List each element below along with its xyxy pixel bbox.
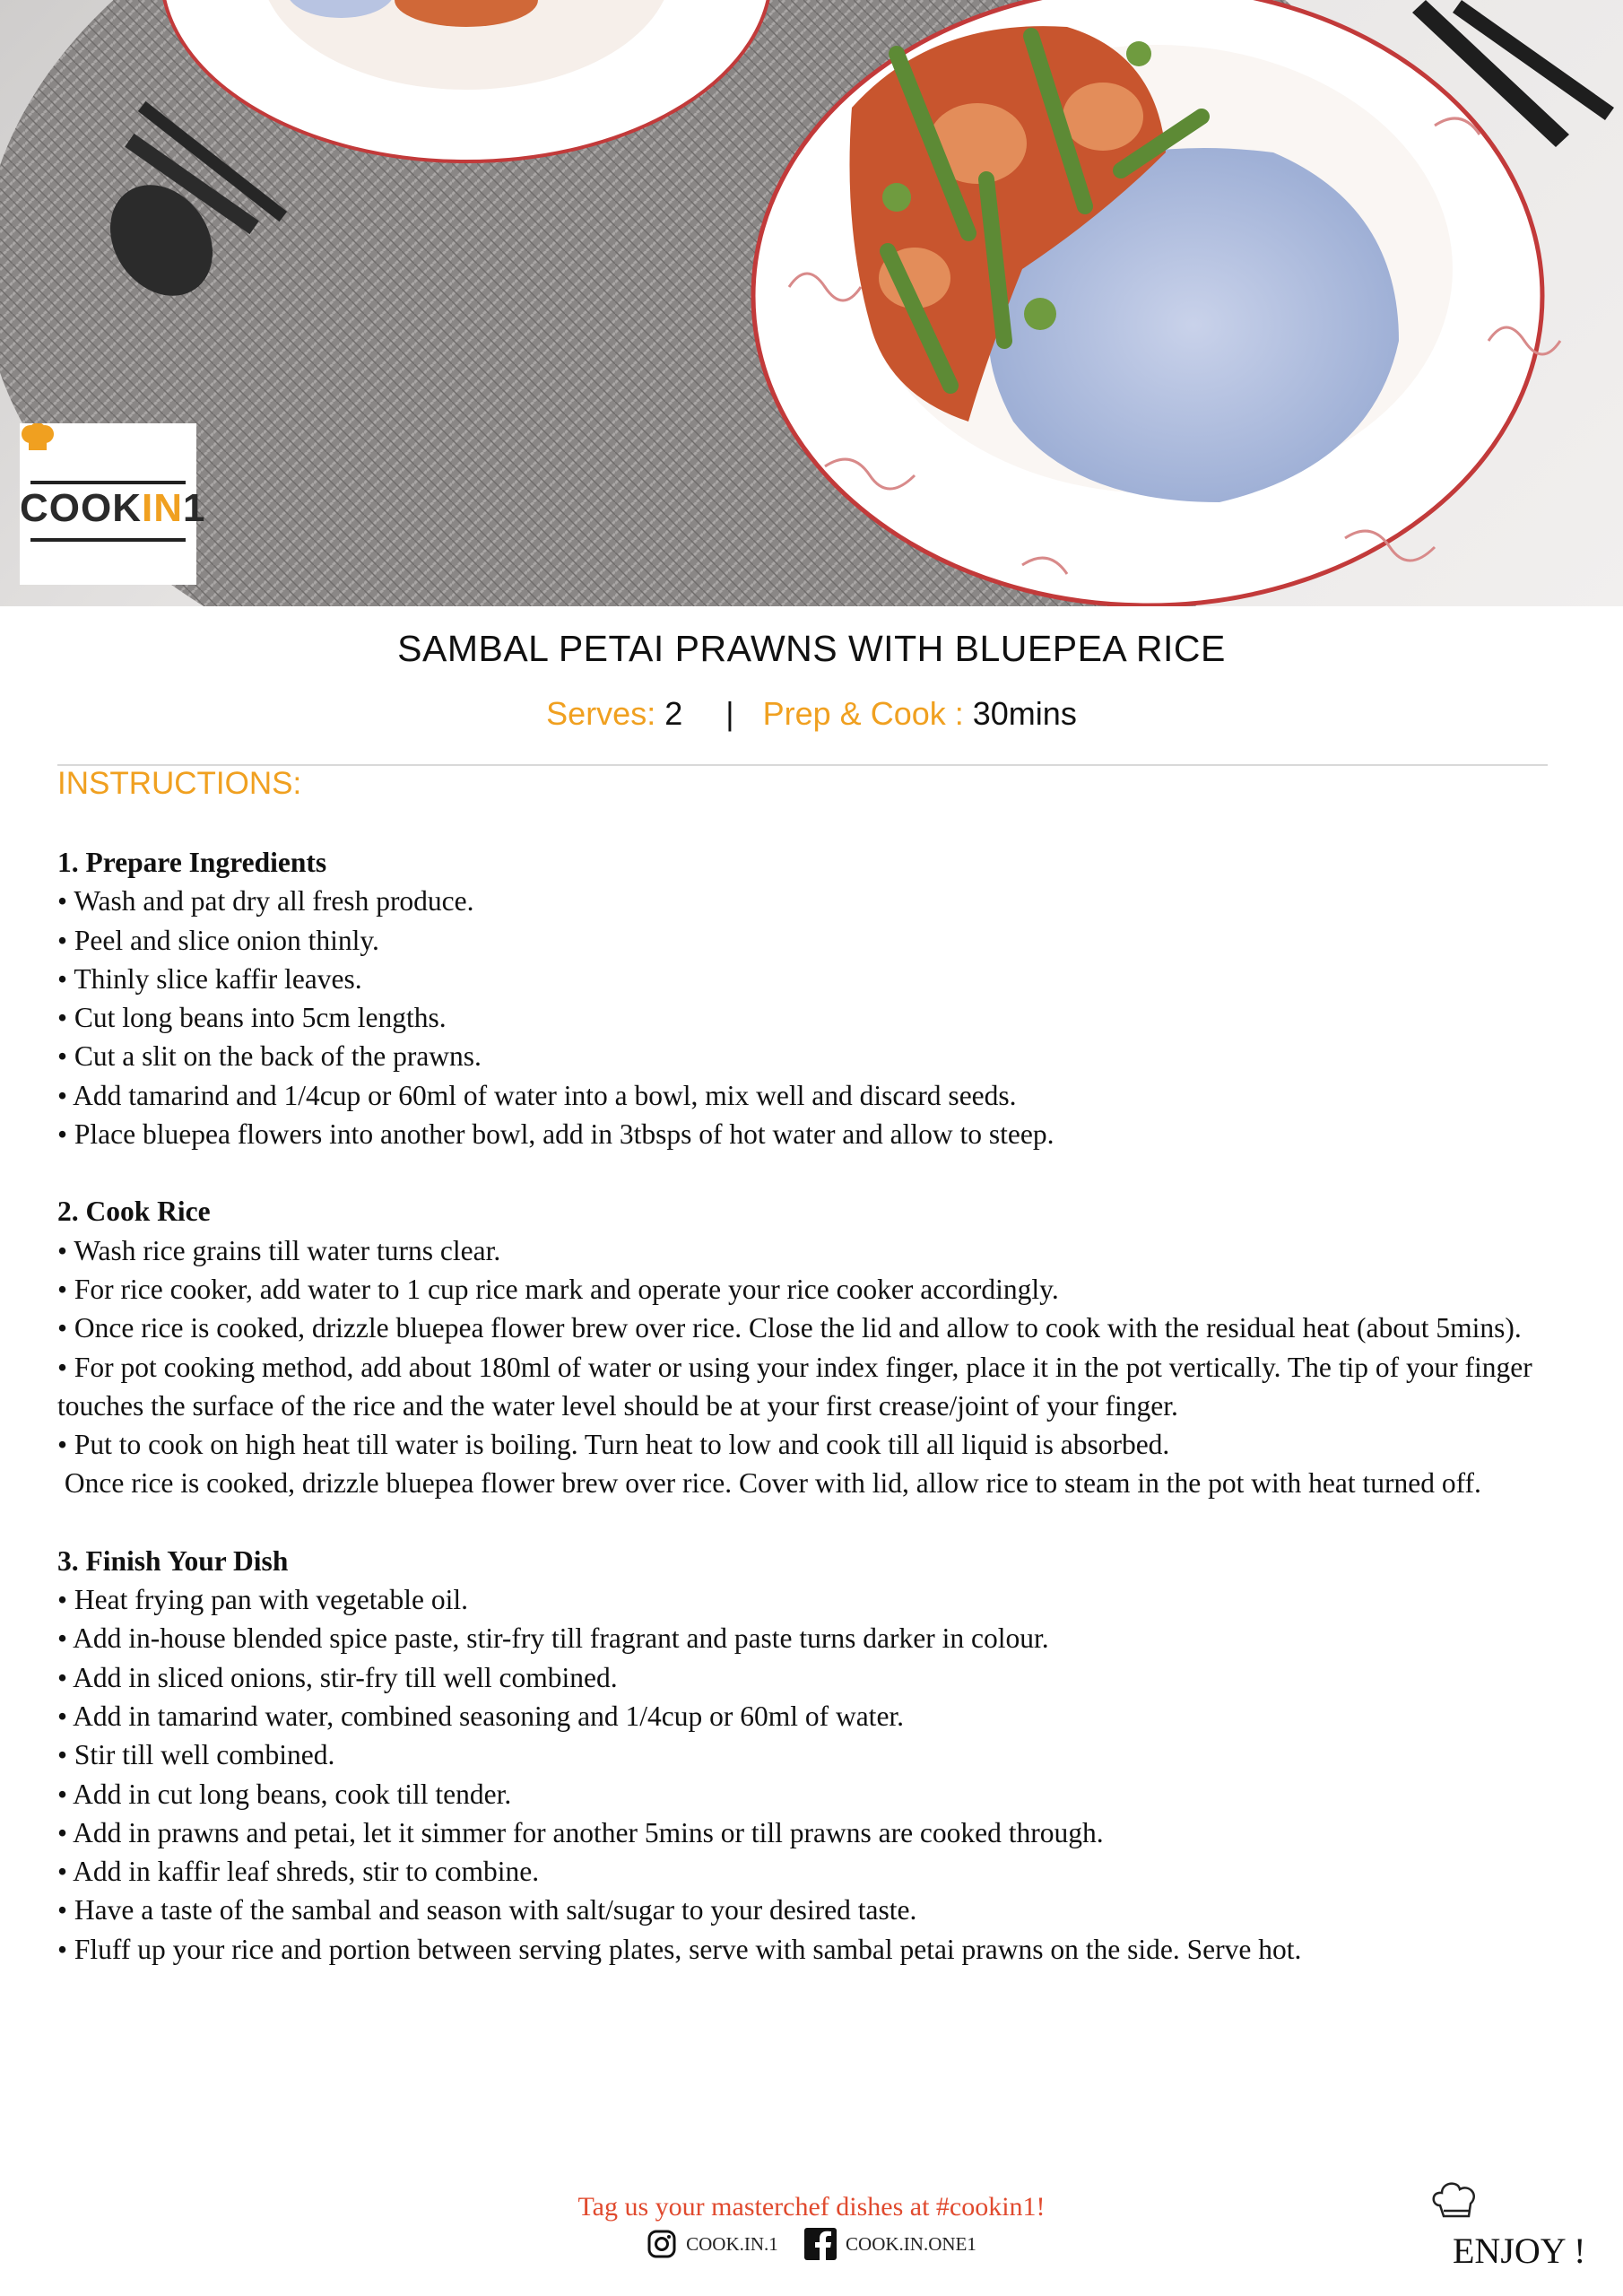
instruction-step: • Fluff up your rice and portion between serving plates, serve with sambal petai prawns on the side. Serve hot. [57,1933,1302,1965]
chef-hat-outline-icon [1428,2175,1483,2231]
instruction-step: • Once rice is cooked, drizzle bluepea flower brew over rice. Close the lid and allow to cook with the residual heat (about 5mins). [57,1312,1522,1344]
prep-value: 30mins [972,695,1077,732]
instruction-step: • Cut a slit on the back of the prawns. [57,1040,482,1073]
instruction-step: • Add in sliced onions, stir-fry till well combined. [57,1661,618,1693]
facebook-handle: COOK.IN.ONE1 [846,2232,976,2255]
instruction-step: • Put to cook on high heat till water is boiling. Turn heat to low and cook till all liquid is absorbed. [57,1429,1170,1461]
instruction-step: • Add tamarind and 1/4cup or 60ml of water into a bowl, mix well and discard seeds. [57,1079,1017,1111]
section-title: 2. Cook Rice [57,1196,211,1228]
logo-bottom-rule [30,538,186,542]
serves-label: Serves: [546,695,656,732]
instruction-section [57,1192,1564,1502]
enjoy-text: ENJOY ! [1453,2231,1586,2271]
food-photo-illustration [0,0,1623,606]
instruction-step: • Add in prawns and petai, let it simmer for another 5mins or till prawns are cooked through. [57,1816,1104,1848]
instruction-step: • Cut long beans into 5cm lengths. [57,1002,447,1034]
instruction-step: • Wash and pat dry all fresh produce. [57,885,474,918]
facebook-link[interactable] [804,2228,976,2260]
instructions-heading: INSTRUCTIONS: [57,766,302,801]
instruction-step: • Add in tamarind water, combined seasoning and 1/4cup or 60ml of water. [57,1700,905,1732]
logo-wordmark: COOKIN1 [20,486,206,530]
section-title: 3. Finish Your Dish [57,1544,289,1577]
plate-main [753,0,1560,605]
footer-tagline: Tag us your masterchef dishes at #cookin1! [577,2192,1046,2222]
hero-photo [0,0,1623,606]
instruction-step: Once rice is cooked, drizzle bluepea flower brew over rice. Cover with lid, allow rice to steam in the pot with heat turned off. [57,1467,1481,1500]
recipe-meta [0,695,1623,733]
instruction-step: • Have a taste of the sambal and season with salt/sugar to your desired taste. [57,1894,917,1926]
instagram-link[interactable] [647,2229,778,2259]
meta-separator: | [725,695,734,732]
instruction-step: • Peel and slice onion thinly. [57,924,379,956]
facebook-icon [804,2228,837,2260]
instruction-step: • For rice cooker, add water to 1 cup rice mark and operate your rice cooker accordingly. [57,1273,1059,1305]
instruction-step: • Thinly slice kaffir leaves. [57,962,362,995]
recipe-title: SAMBAL PETAI PRAWNS WITH BLUEPEA RICE [397,628,1226,669]
cookin1-logo [20,423,206,585]
serves-value: 2 [664,695,683,732]
instruction-step: • Heat frying pan with vegetable oil. [57,1584,469,1616]
instruction-step: • Wash rice grains till water turns clear. [57,1234,501,1266]
prep-label: Prep & Cook : [762,695,964,732]
instagram-handle: COOK.IN.1 [686,2232,778,2255]
instruction-step: • Add in-house blended spice paste, stir-fry till fragrant and paste turns darker in colour. [57,1622,1049,1655]
instruction-step: • Add in kaffir leaf shreds, stir to combine. [57,1856,540,1888]
logo-top-rule [30,481,186,484]
instruction-section [57,1542,1564,1969]
instruction-step: • Add in cut long beans, cook till tender. [57,1778,512,1810]
instruction-section [57,843,1564,1153]
instagram-icon [647,2229,677,2259]
instruction-step: • For pot cooking method, add about 180ml of water or using your index finger, place it in the pot vertically. The tip of your finger touches the surface of the rice and the water level should be at your first crease/joint of your finger. [57,1351,1540,1422]
section-title: 1. Prepare Ingredients [57,847,327,878]
social-links [0,2228,1623,2260]
chef-hat-icon [20,423,56,452]
instruction-step: • Place bluepea flowers into another bowl, add in 3tbsps of hot water and allow to steep. [57,1118,1055,1151]
instruction-step: • Stir till well combined. [57,1739,335,1771]
instructions-body [57,843,1564,2007]
